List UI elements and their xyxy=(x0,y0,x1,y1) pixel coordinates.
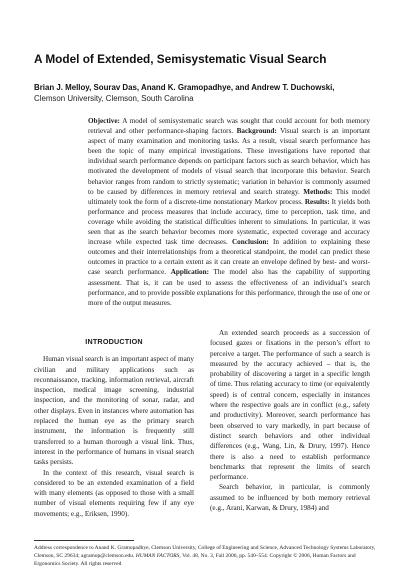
paragraph: In the context of this research, visual search is considered to be an extended examination of a field with many elements (as opposed to those with a small number of visual elements requiring few if any eye movements; e.g., Eriksen, 1990). xyxy=(34,468,194,518)
paragraph: Human visual search is an important aspect of many civilian and military applications such as reconnaissance, tracking, information retrieval, aircraft inspection, medical image screening, industrial inspection, and the monitoring of sonar, radar, and other displays. Even in instances where automation has replaced the human eye as the primary search instrument, the information is frequently still transferred to a human thorough a visual link. Thus, interest in the performance of humans in visual search tasks persists. xyxy=(34,355,194,467)
footnote-divider xyxy=(34,540,134,541)
methods-label: Methods: xyxy=(303,187,333,196)
correspondence-note: Address correspondence to Anand K. Gramopadhye, Clemson University, College of Engineering and Science, Advanced Technology Systems Laboratory, Clemson, SC 29634; agramop@clemson.edu. xyxy=(34,545,376,559)
author-list: Brian J. Melloy, Sourav Das, Anand K. Gramopadhye, and Andrew T. Duchowski, xyxy=(34,83,335,92)
objective-label: Objective: xyxy=(88,117,120,125)
abstract xyxy=(88,116,370,308)
application-text: The model also has the capability of supporting assessment. That is, it can be used to assess the effectiveness of an individual’s search performance, and to provide possible explanations for this performance, through the use of one or more of the output measures. xyxy=(88,268,371,307)
author-affiliation: Clemson University, Clemson, South Carolina xyxy=(34,94,194,103)
body-column-right xyxy=(210,328,370,513)
objective-text: A model of semisystematic search was sought that could account for both memory retrieval and other performance-shaping factors. xyxy=(88,117,370,136)
methods-text: This model ultimately took the form of a discrete-time nonstationary Markov process. xyxy=(88,187,371,206)
body-column-left xyxy=(34,337,194,519)
citation-note: Vol. 48, No. 3, Fall 2006, pp. 540–554. Copyright © 2006, Human Factors and Ergonomics Society. All rights reserved xyxy=(34,553,356,567)
journal-name: HUMAN FACTORS, xyxy=(135,553,181,559)
background-label: Background: xyxy=(236,127,277,136)
conclusion-text: In addition to explaining these outcomes and their interrelationships from a theoretical standpoint, the model can predict these outcomes in practice to a certain extent as it can create an envelope defined by best- and worst-case search performance. xyxy=(88,238,371,277)
footnote xyxy=(34,544,380,568)
paragraph: An extended search proceeds as a succession of focused gazes or fixations in the person’s effort to perceive a target. The performance of such a search is measured by the accuracy achieved – that is, the probability of discovering a target in a specific length of time. Thus relating accuracy to time (or equivalently speed) is of central concern, especially in instances where the respective goals are in conflict (e.g., safety and productivity). Moreover, search performance has been observed to vary markedly, in part because of distinct search behaviors and other individual differences (e.g., Wang, Lin, & Drury, 1997). Hence there is also a need to establish performance benchmarks that represent the limits of search performance. xyxy=(210,329,370,482)
background-text: Visual search is an important aspect of many examination and monitoring tasks. As a result, visual search performance has been the topic of many empirical investigations. These investigations have reported that individual search performance depends on participant factors such as search behavior, which has motivated the development of models of visual search that incorporate this behavior. Search behavior ranges from random to strictly systematic; variation in behavior is commonly assumed to be caused by differences in memory retrieval and search strategy. xyxy=(88,127,371,196)
results-label: Results: xyxy=(304,197,330,206)
results-text: It yields both performance and process measures that include accuracy, time to perception, task time, and coverage while avoiding the statistical difficulties inherent to simulations. In particular, it was seen that as the search behavior becomes more systematic, expected coverage and accuracy increase while expected task time decreases. xyxy=(88,197,371,247)
paragraph: Search behavior, in particular, is commonly assumed to be influenced by both memory retrieval (e.g., Arani, Karwan, & Drury, 1984) and xyxy=(210,483,370,513)
application-label: Application: xyxy=(170,268,210,277)
paper-title: A Model of Extended, Semisystematic Visual Search xyxy=(34,52,327,66)
conclusion-label: Conclusion: xyxy=(231,238,269,247)
section-heading-introduction: INTRODUCTION xyxy=(85,337,143,346)
